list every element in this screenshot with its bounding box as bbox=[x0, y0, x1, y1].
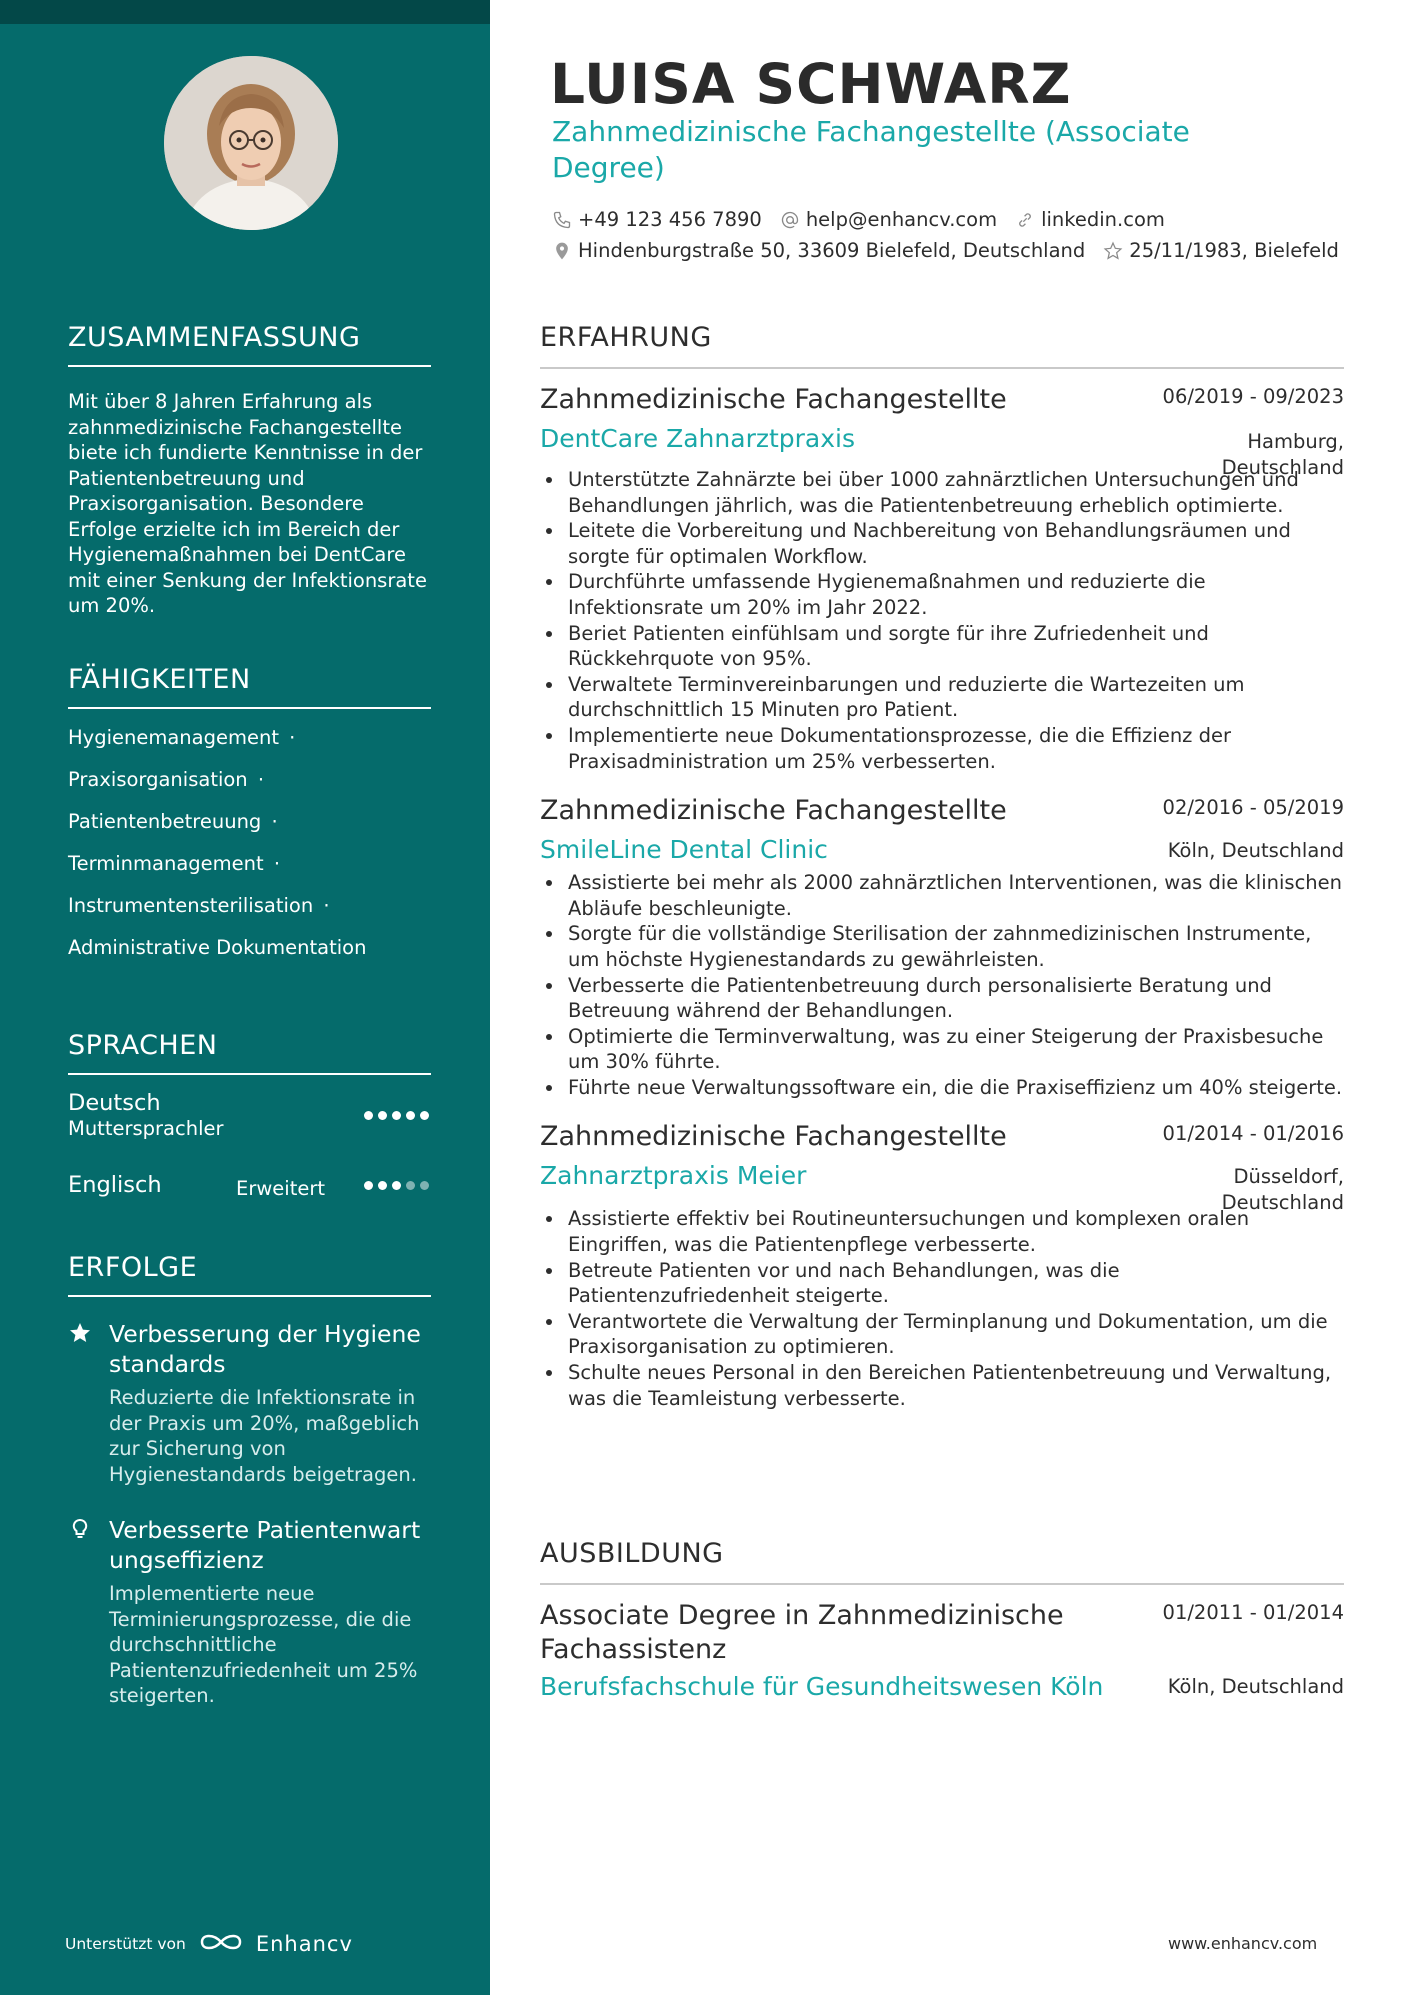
job-bullet: Verwaltete Terminvereinbarungen und reduzierte die Wartezeiten um durchschnittlich 15 Minuten pro Patient. bbox=[540, 672, 1344, 723]
education-location: Köln, Deutschland bbox=[1167, 1674, 1344, 1698]
summary-section bbox=[68, 322, 431, 619]
job-bullets bbox=[540, 467, 1344, 774]
job-bullet: Assistierte effektiv bei Routineuntersuchungen und komplexen oralen Eingriffen, was die Patientenpflege verbesserte. bbox=[540, 1206, 1344, 1257]
language-level: Erweitert bbox=[236, 1177, 326, 1200]
address-contact bbox=[552, 239, 1085, 262]
job-bullet: Verbesserte die Patientenbetreuung durch personalisierte Beratung und Betreuung während der Behandlungen. bbox=[540, 973, 1344, 1024]
language-name: Englisch bbox=[68, 1172, 162, 1198]
job-entry bbox=[540, 383, 1344, 774]
job-company: DentCare Zahnarztpraxis bbox=[540, 424, 856, 453]
language-row bbox=[68, 1089, 431, 1171]
job-title: Zahnmedizinische Fachangestellte bbox=[540, 795, 1007, 827]
powered-by-label: Unterstützt von bbox=[65, 1935, 186, 1953]
job-title: Zahnmedizinische Fachangestellte bbox=[540, 384, 1007, 415]
job-date: 02/2016 - 05/2019 bbox=[1162, 796, 1344, 820]
language-rating bbox=[364, 1111, 429, 1120]
address-text: Hindenburgstraße 50, 33609 Bielefeld, Deutschland bbox=[578, 239, 1086, 262]
at-icon bbox=[780, 210, 800, 230]
job-entry bbox=[540, 794, 1344, 1100]
birth-text: 25/11/1983, Bielefeld bbox=[1129, 239, 1339, 262]
job-bullet: Leitete die Vorbereitung und Nachbereitung von Behandlungsräumen und sorgte für optimalen Workflow. bbox=[540, 518, 1344, 569]
education-school: Berufsfachschule für Gesundheitswesen Köln bbox=[540, 1672, 1104, 1701]
achievement-title: Verbesserte Patientenwartungseffizienz bbox=[109, 1516, 421, 1574]
job-location: Köln, Deutschland bbox=[1167, 839, 1344, 863]
achievements-heading: ERFOLGE bbox=[68, 1252, 431, 1297]
job-bullet: Verantwortete die Verwaltung der Terminplanung und Dokumentation, um die Praxisorganisation zu optimieren. bbox=[540, 1309, 1344, 1360]
summary-heading: ZUSAMMENFASSUNG bbox=[68, 322, 431, 367]
job-bullets bbox=[540, 1206, 1344, 1411]
language-rating bbox=[364, 1181, 429, 1190]
achievement-title: Verbesserung der Hygienestandards bbox=[109, 1320, 421, 1378]
language-row bbox=[68, 1171, 431, 1233]
education-entry bbox=[540, 1599, 1344, 1703]
phone-text: +49 123 456 7890 bbox=[578, 208, 762, 231]
email-contact[interactable] bbox=[780, 208, 997, 231]
job-bullet: Schulte neues Personal in den Bereichen Patientenbetreuung und Verwaltung, was die Teamleistung verbesserte. bbox=[540, 1360, 1344, 1411]
linkedin-contact[interactable] bbox=[1015, 208, 1165, 231]
education-heading: AUSBILDUNG bbox=[540, 1538, 1344, 1585]
job-bullet: Führte neue Verwaltungssoftware ein, die die Praxiseffizienz um 40% steigerte. bbox=[540, 1075, 1344, 1101]
job-date: 01/2014 - 01/2016 bbox=[1162, 1122, 1344, 1146]
languages-section bbox=[68, 1030, 431, 1233]
candidate-name: LUISA SCHWARZ bbox=[550, 52, 1072, 116]
job-title: Zahnmedizinische Fachangestellte bbox=[540, 1121, 1007, 1153]
skills-heading: FÄHIGKEITEN bbox=[68, 664, 431, 709]
enhancv-logo-icon bbox=[198, 1930, 244, 1958]
achievement-description: Implementierte neue Terminierungsprozesse, die die durchschnittliche Patientenzufriedenheit um 25% steigerten. bbox=[109, 1582, 418, 1707]
star-outline-icon bbox=[1103, 241, 1123, 261]
sidebar bbox=[0, 0, 490, 1995]
education-date: 01/2011 - 01/2014 bbox=[1162, 1601, 1344, 1624]
skill-item: Patientenbetreuung · bbox=[68, 810, 278, 833]
job-entry bbox=[540, 1120, 1344, 1411]
language-level: Muttersprachler bbox=[68, 1117, 224, 1140]
job-bullet: Sorgte für die vollständige Sterilisation der zahnmedizinischen Instrumente, um höchste Hygienestandards zu gewährleisten. bbox=[540, 921, 1344, 972]
job-date: 06/2019 - 09/2023 bbox=[1162, 385, 1344, 408]
summary-text: Mit über 8 Jahren Erfahrung als zahnmedizinische Fachangestellte biete ich fundierte Kenntnisse in der Patientenbetreuung und Praxisorganisation. Besondere Erfolge erzielte ich im Bereich der Hygienemaßnahmen bei DentCare mit einer Senkung der Infektionsrate um 20%. bbox=[68, 390, 427, 617]
education-degree: Associate Degree in Zahnmedizinische Fachassistenz bbox=[540, 1600, 1064, 1665]
job-bullet: Durchführte umfassende Hygienemaßnahmen und reduzierte die Infektionsrate um 20% im Jahr 2022. bbox=[540, 569, 1344, 620]
skills-section bbox=[68, 664, 431, 977]
achievements-section bbox=[68, 1252, 431, 1737]
link-icon bbox=[1015, 210, 1035, 230]
job-bullet: Beriet Patienten einfühlsam und sorgte für ihre Zufriedenheit und Rückkehrquote von 95%. bbox=[540, 621, 1344, 672]
linkedin-text: linkedin.com bbox=[1041, 208, 1165, 231]
profile-photo bbox=[164, 56, 338, 230]
job-location: Düsseldorf, Deutschland bbox=[1221, 1165, 1344, 1214]
skill-item: Praxisorganisation · bbox=[68, 768, 265, 791]
powered-by bbox=[65, 1930, 353, 1958]
birth-contact bbox=[1103, 239, 1339, 262]
job-company: SmileLine Dental Clinic bbox=[540, 835, 828, 865]
achievement-item bbox=[68, 1515, 431, 1709]
lightbulb-icon bbox=[68, 1517, 92, 1541]
phone-icon bbox=[552, 210, 572, 230]
contact-info bbox=[552, 204, 1342, 266]
skill-item: Hygienemanagement · bbox=[68, 726, 296, 749]
language-name: Deutsch bbox=[68, 1090, 161, 1116]
job-bullet: Betreute Patienten vor und nach Behandlungen, was die Patientenzufriedenheit steigerte. bbox=[540, 1258, 1344, 1309]
job-bullet: Unterstützte Zahnärzte bei über 1000 zahnärztlichen Untersuchungen und Behandlungen jährlich, was die Patientenbetreuung erheblich optimierte. bbox=[540, 467, 1344, 518]
skill-item: Terminmanagement · bbox=[68, 852, 281, 875]
experience-heading: ERFAHRUNG bbox=[540, 322, 1344, 369]
skill-item: Administrative Dokumentation bbox=[68, 936, 367, 959]
job-location: Hamburg, Deutschland bbox=[1221, 430, 1344, 479]
skill-item: Instrumentensterilisation · bbox=[68, 894, 330, 917]
candidate-role: Zahnmedizinische Fachangestellte (Associate Degree) bbox=[552, 115, 1190, 184]
location-pin-icon bbox=[552, 241, 572, 261]
achievement-description: Reduzierte die Infektionsrate in der Praxis um 20%, maßgeblich zur Sicherung von Hygienestandards beigetragen. bbox=[109, 1386, 420, 1486]
education-section bbox=[540, 1538, 1344, 1703]
enhancv-brand: Enhancv bbox=[255, 1932, 353, 1956]
email-text: help@enhancv.com bbox=[805, 208, 998, 231]
sidebar-top-bar bbox=[0, 0, 490, 24]
experience-section bbox=[540, 322, 1344, 1411]
job-company: Zahnarztpraxis Meier bbox=[540, 1161, 807, 1191]
phone-contact[interactable] bbox=[552, 208, 762, 231]
job-bullets bbox=[540, 870, 1344, 1100]
job-bullet: Implementierte neue Dokumentationsprozesse, die die Effizienz der Praxisadministration um 25% verbesserten. bbox=[540, 723, 1344, 774]
job-bullet: Assistierte bei mehr als 2000 zahnärztlichen Interventionen, was die klinischen Abläufe beschleunigte. bbox=[540, 870, 1344, 921]
star-icon bbox=[68, 1321, 92, 1345]
languages-heading: SPRACHEN bbox=[68, 1030, 431, 1075]
achievement-item bbox=[68, 1319, 431, 1487]
footer-url[interactable]: www.enhancv.com bbox=[1168, 1934, 1318, 1953]
job-bullet: Optimierte die Terminverwaltung, was zu einer Steigerung der Praxisbesuche um 30% führte. bbox=[540, 1024, 1344, 1075]
